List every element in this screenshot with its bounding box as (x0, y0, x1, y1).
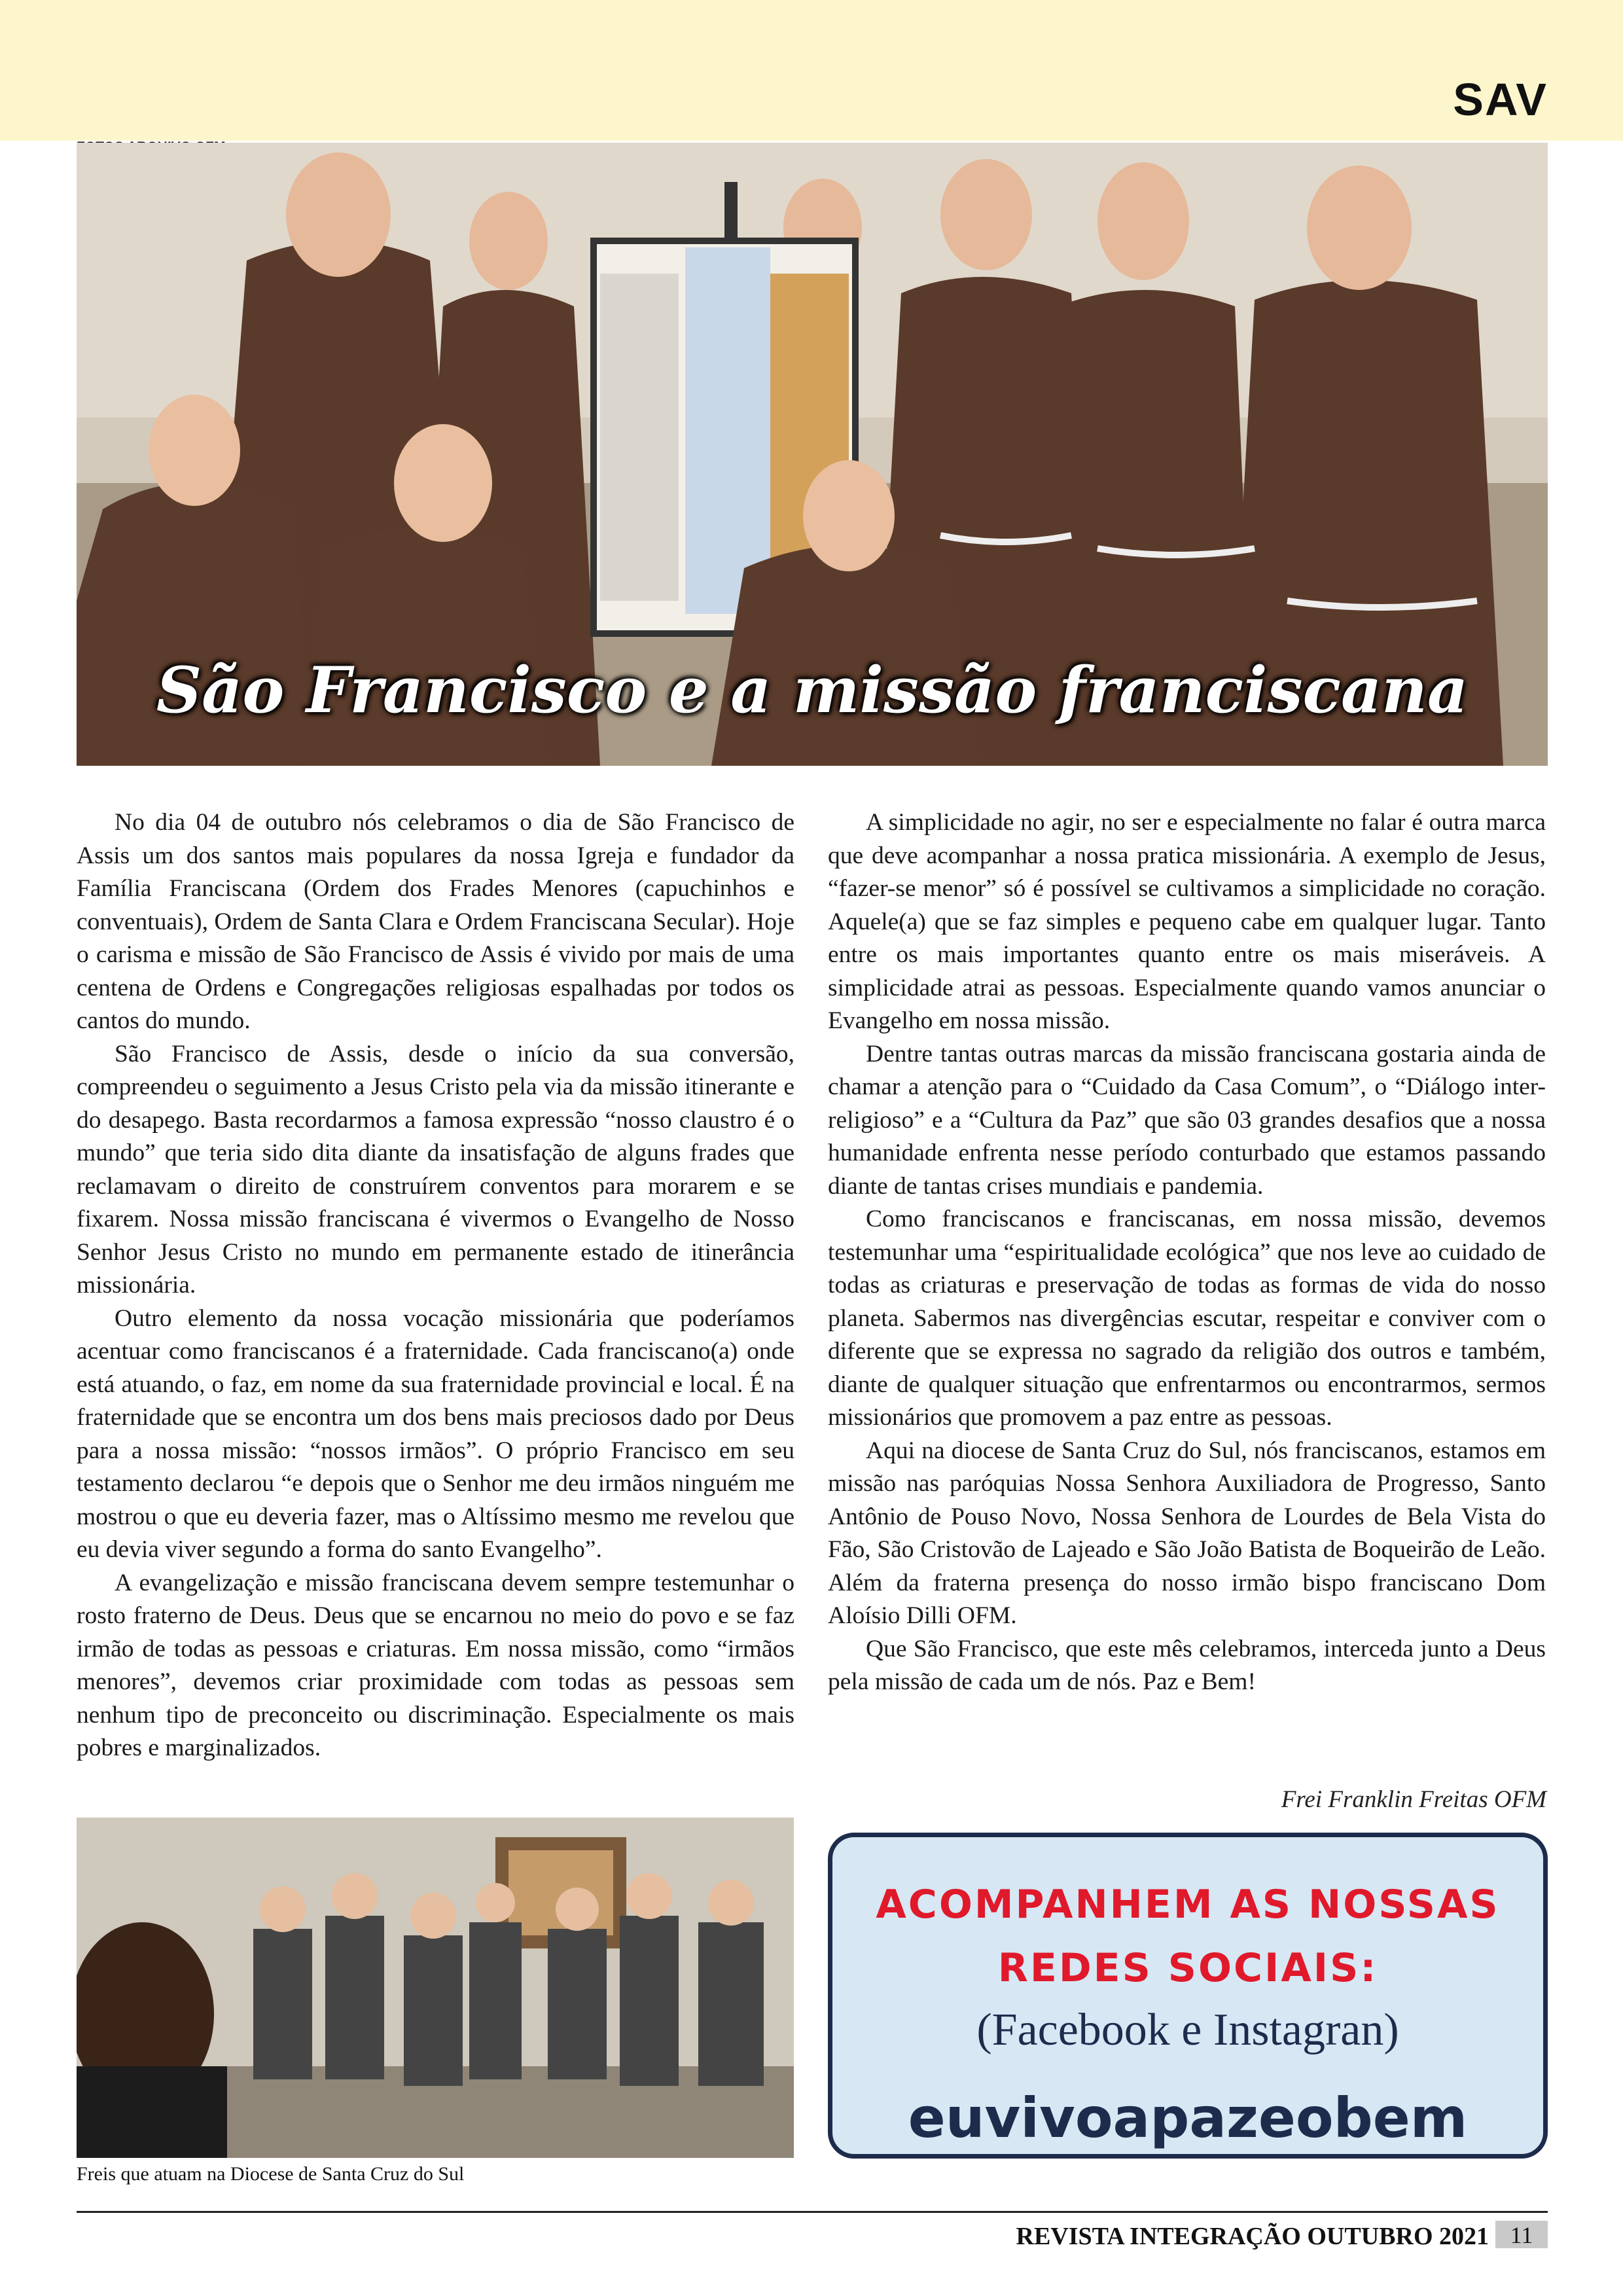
paragraph: Aqui na diocese de Santa Cruz do Sul, nós franciscanos, estamos em missão nas paróquias Nossa Senhora Auxiliadora de Progresso, Santo Antônio de Pouso Novo, Nossa Senhora de Lourdes de Bela Vista do Fão, São Cristovão de Lajeado e São João Batista de Boqueirão de Leão. Além da fraterna presença do nosso irmão bispo franciscano Dom Aloísio Dilli OFM. (828, 1437, 1546, 1629)
social-platforms: (Facebook e Instagran) (976, 2005, 1399, 2055)
photo-caption: Freis que atuam na Diocese de Santa Cruz do Sul (77, 2163, 465, 2185)
header-band (0, 0, 1623, 141)
paragraph: Outro elemento da nossa vocação missionária que poderíamos acentuar como franciscanos é a fraternidade. Cada franciscano(a) onde está atuando, o faz, em nome da sua fraternidade provincial e local. É na fraternidade que se encontra um dos bens mais preciosos dado por Deus para a nossa missão: “nossos irmãos”. O próprio Francisco em seu testamento declarou “e depois que o Senhor me deu irmãos ninguém me mostrou o que eu deveria fazer, mas o Altíssimo mesmo me revelou que eu devia viver segundo a forma do santo Evangelho”. (77, 1304, 794, 1563)
social-media-box (828, 1833, 1548, 2159)
social-handle: euvivoapazeobem (908, 2086, 1468, 2150)
article-left-column (77, 806, 794, 1765)
article-right-column (828, 806, 1546, 1699)
social-line-1: ACOMPANHEM AS NOSSAS (876, 1882, 1500, 1928)
page-number: 11 (1495, 2221, 1548, 2248)
paragraph: A evangelização e missão franciscana devem sempre testemunhar o rosto fraterno de Deus. Deus que se encarnou no meio do povo e se faz irmão de todas as pessoas e criaturas. Em nossa missão, como “irmãos menores”, devemos criar proximidade com todas as pessoas sem nenhum tipo de preconceito ou discriminação. Especialmente os mais pobres e marginalizados. (77, 1569, 794, 1761)
friars-diocese-photo (77, 1818, 794, 2158)
paragraph: Como franciscanos e franciscanas, em nossa missão, devemos testemunhar uma “espiritualidade ecológica” que nos leve ao cuidado de todas as criaturas e preservação de todas as formas de vida do nosso planeta. Sabermos nas divergências escutar, respeitar e conviver com o diferente que se expressa no sagrado da religião dos outros e também, diante de qualquer situação que enfrentarmos ou encontrarmos, sermos missionários que promovem a paz entre as pessoas. (828, 1206, 1546, 1431)
paragraph: A simplicidade no agir, no ser e especialmente no falar é outra marca que deve acompanhar a nossa pratica missionária. A exemplo de Jesus, “fazer-se menor” só é possível se cultivamos a simplicidade no coração. Aquele(a) que se faz simples e pequeno cabe em qualquer lugar. Tanto entre os mais importantes quanto entre os mais miseráveis. A simplicidade atrai as pessoas. Especialmente quando vamos anunciar o Evangelho em nossa missão. (828, 809, 1546, 1034)
footer-rule (77, 2211, 1548, 2213)
group-selfie-photo (77, 1818, 794, 2158)
article-author: Frei Franklin Freitas OFM (1281, 1786, 1546, 1813)
paragraph: Dentre tantas outras marcas da missão franciscana gostaria ainda de chamar a atenção para o “Cuidado da Casa Comum”, o “Diálogo inter-religioso” e a “Cultura da Paz” que são 03 grandes desafios que a nossa humanidade enfrenta nesse período conturbado que estamos passando diante de tantas crises mundiais e pandemia. (828, 1040, 1546, 1200)
paragraph: São Francisco de Assis, desde o início da sua conversão, compreendeu o seguimento a Jesus Cristo pela via da missão itinerante e do desapego. Basta recordarmos a famosa expressão “nosso claustro é o mundo” que teria sido dita diante da insatisfação de alguns frades que reclamavam o direito de construírem conventos para morarem e se fixarem. Nossa missão franciscana é vivermos o Evangelho de Nosso Senhor Jesus Cristo no mundo em permanente estado de itinerância missionária. (77, 1040, 794, 1299)
social-line-2: REDES SOCIAIS: (997, 1945, 1378, 1991)
footer-magazine: REVISTA INTEGRAÇÃO OUTUBRO 2021 (1016, 2223, 1489, 2250)
main-photo (77, 143, 1548, 766)
paragraph: Que São Francisco, que este mês celebramos, interceda junto a Deus pela missão de cada um de nós. Paz e Bem! (828, 1635, 1546, 1695)
paragraph: No dia 04 de outubro nós celebramos o dia de São Francisco de Assis um dos santos mais populares da nossa Igreja e fundador da Família Franciscana (Ordem dos Frades Menores (capuchinhos e conventuais), Ordem de Santa Clara e Ordem Franciscana Secular). Hoje o carisma e missão de São Francisco de Assis é vivido por mais de uma centena de Ordens e Congregações religiosas espalhadas por todos os cantos do mundo. (77, 809, 794, 1034)
article-title: São Francisco e a missão franciscana (156, 653, 1469, 727)
section-tag: SAV (1453, 74, 1548, 125)
